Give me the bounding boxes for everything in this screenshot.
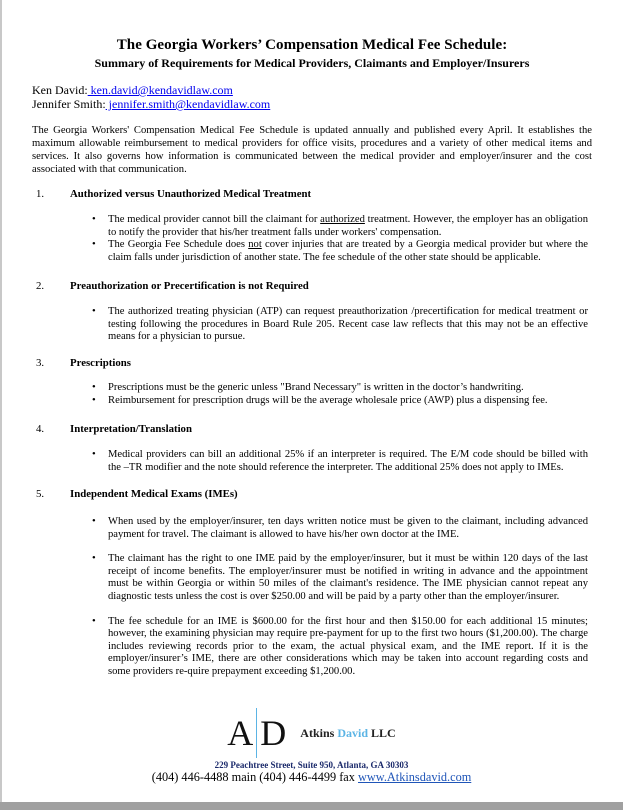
contact-email-link[interactable]: ken.david@kendavidlaw.com [87, 83, 233, 97]
document-title: The Georgia Workers’ Compensation Medical Fee Schedule: [116, 37, 508, 53]
letterhead-footer [0, 708, 623, 758]
section-number: 1. [36, 188, 45, 200]
logo-divider [256, 708, 257, 758]
bullet-text: The medical provider cannot bill the claimant for [108, 214, 321, 225]
bullet-item: • Medical providers can bill an additional 25% if an interpreter is required. The E/M code should be billed with the –TR modifier and the note should reference the interpreter. The additional 25% does not apply to IMEs. [92, 449, 588, 474]
underlined-text: authorized [320, 214, 365, 225]
firm-name-part: Atkins [300, 725, 338, 740]
logo-letter-a: A [227, 713, 254, 753]
section-number: 5. [36, 488, 45, 500]
section-number: 3. [36, 357, 45, 369]
bullet-item: • Prescriptions must be the generic unless "Brand Necessary" is written in the doctor’s handwriting. [92, 382, 588, 395]
website-link[interactable]: www.Atkinsdavid.com [358, 770, 472, 784]
underlined-text: not [248, 239, 262, 251]
section-4-bullets [92, 449, 588, 474]
firm-phones [0, 770, 623, 785]
section-title: Interpretation/Translation [70, 423, 192, 435]
section-number: 2. [36, 280, 45, 292]
section-title: Independent Medical Exams (IMEs) [70, 488, 238, 500]
section-5-bullets [92, 516, 588, 691]
bullet-text: The Georgia Fee Schedule does [108, 239, 249, 251]
firm-name [300, 726, 395, 741]
firm-name-accent: David [337, 725, 368, 740]
bullet-text: cover injuries that are treated by a Georgia medical provider but where the claim falls under jurisdiction of another state. The fee schedule of the other state should be applicable. [108, 239, 588, 263]
contact-jennifer [32, 97, 270, 111]
bullet-item [92, 214, 588, 239]
document-subtitle: Summary of Requirements for Medical Providers, Claimants and Employer/Insurers [94, 56, 530, 70]
bullet-item: • The fee schedule for an IME is $600.00 for the first hour and then $150.00 for each additional 15 minutes; however, the examining physician may require pre-payment for up to the first two hours ($1,200.00). The charge includes reviewing records prior to the exam, the actual physical exam, and the IME report. If it is the employer/insurer’s IME, there are other considerations which may be taken into account regarding costs and some providers re-quire prepayment exceeding $1,200.00. [92, 616, 588, 679]
phone-numbers: (404) 446-4488 main (404) 446-4499 fax [151, 770, 358, 784]
bullet-item [92, 239, 588, 264]
contact-name: Ken David: [32, 83, 88, 97]
contact-email-link[interactable]: jennifer.smith@kendavidlaw.com [105, 97, 271, 111]
intro-paragraph: The Georgia Workers' Compensation Medical Fee Schedule is updated annually and published every April. It establishes the maximum allowable reimbursement to medical providers for office visits, procedures and a variety of other medical items and services. It also governs how information is communicated between the medical provider and employer/insurer and the cost associated with that communication. [32, 125, 592, 175]
firm-name-part: LLC [368, 725, 396, 740]
firm-logo [227, 708, 395, 758]
page-left-edge [0, 0, 2, 802]
bullet-item: • The authorized treating physician (ATP) can request preauthorization /precertification for medical treatment or testing following the procedures in Board Rule 205. Recent case law reflects that this may not be an effective means for a physician to pursue. [92, 306, 588, 344]
section-2-bullets [92, 306, 588, 344]
section-title: Preauthorization or Precertification is not Required [70, 280, 309, 292]
logo-letter-d: D [260, 713, 287, 753]
section-title: Authorized versus Unauthorized Medical Treatment [70, 188, 312, 200]
bullet-item: • The claimant has the right to one IME paid by the employer/insurer, but it must be within 120 days of the last receipt of income benefits. The employer/insurer must be notified in writing in advance and the appointment must be within Georgia or within 50 miles of the claimant's residence. The IME physician cannot repeat any diagnostic tests unless the cost is over $250.00 and will be paid by a party other than the employer/insurer. [92, 553, 588, 603]
bullet-text: treatment. However, the employer has an obligation to notify the provider that his/her treatment falls under workers' compensation. [108, 214, 588, 238]
firm-address: 229 Peachtree Street, Suite 950, Atlanta, GA 30303 [214, 760, 409, 770]
section-1-bullets [92, 214, 588, 264]
section-3-bullets [92, 382, 588, 407]
page-bottom-edge [0, 802, 623, 810]
bullet-item: • When used by the employer/insurer, ten days written notice must be given to the claimant, including advanced payment for travel. The claimant is allowed to have his/her own doctor at the IME. [92, 516, 588, 541]
section-number: 4. [36, 423, 45, 435]
contact-name: Jennifer Smith: [32, 97, 106, 111]
section-title: Prescriptions [70, 357, 131, 369]
contact-ken [32, 83, 270, 97]
bullet-item: • Reimbursement for prescription drugs will be the average wholesale price (AWP) plus a dispensing fee. [92, 395, 588, 408]
contacts-block [32, 83, 270, 111]
